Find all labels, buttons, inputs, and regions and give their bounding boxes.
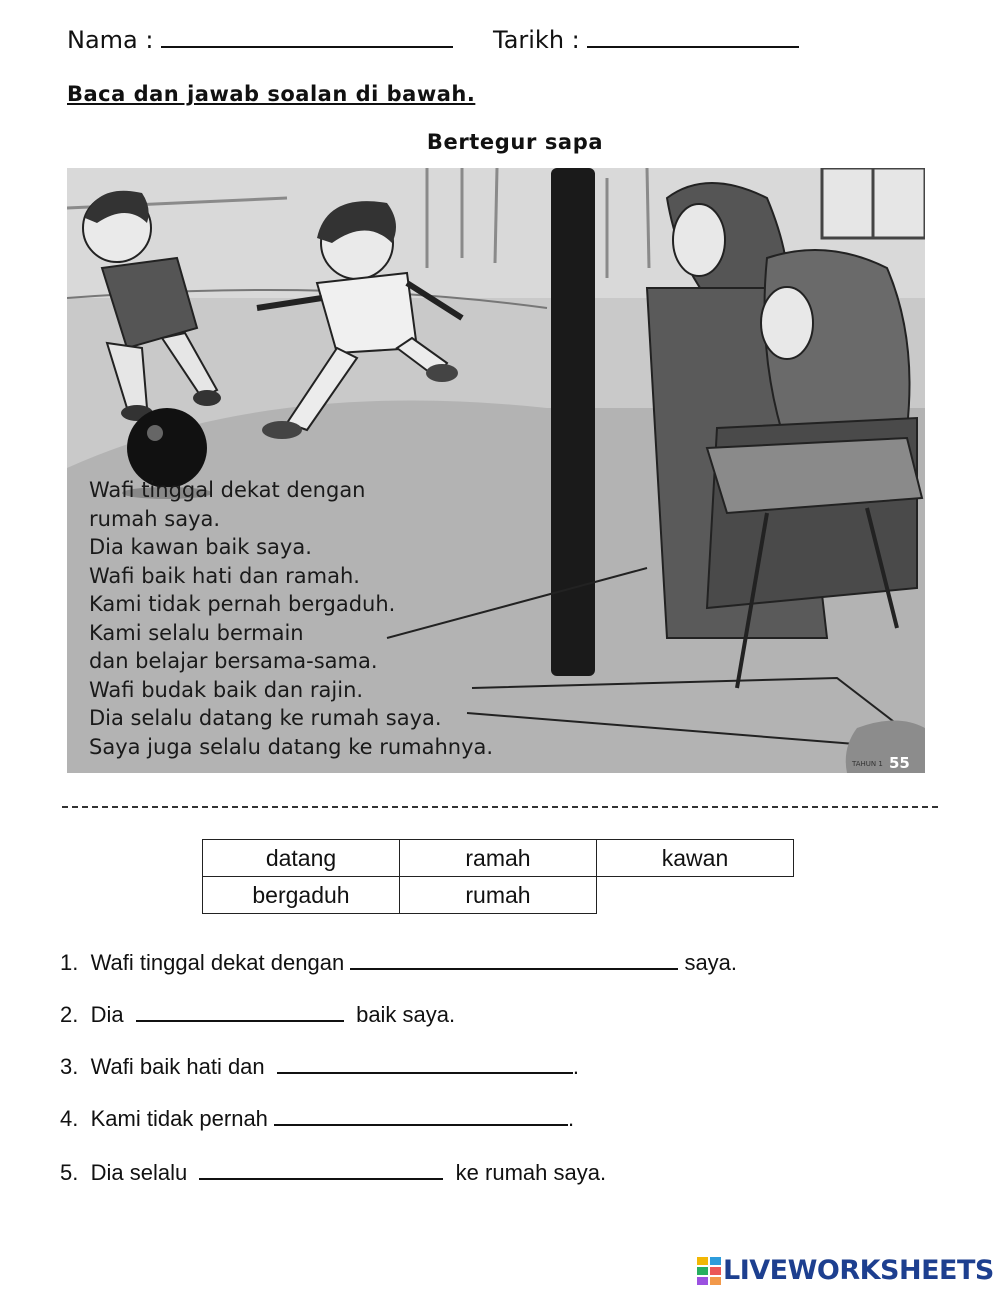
answer-blank[interactable] bbox=[277, 1072, 573, 1074]
question-4 bbox=[60, 1106, 574, 1132]
name-input-line[interactable] bbox=[161, 46, 453, 48]
word-bank-cell[interactable]: kawan bbox=[597, 840, 794, 877]
passage-line: Wafi baik hati dan ramah. bbox=[89, 563, 360, 588]
story-passage bbox=[89, 476, 493, 761]
section-divider bbox=[62, 806, 938, 808]
question-text-before: Wafi tinggal dekat dengan bbox=[90, 950, 345, 975]
word-bank-cell[interactable]: ramah bbox=[400, 840, 597, 877]
name-label: Nama : bbox=[67, 26, 154, 54]
question-text-after: . bbox=[568, 1106, 575, 1131]
question-text-after: baik saya. bbox=[356, 1002, 456, 1027]
question-text-after: . bbox=[572, 1054, 580, 1079]
page-number: 55 bbox=[889, 754, 910, 772]
passage-line: rumah saya. bbox=[89, 506, 221, 531]
question-number: 4. bbox=[60, 1106, 79, 1131]
passage-line: dan belajar bersama-sama. bbox=[89, 649, 378, 673]
question-number: 3. bbox=[60, 1054, 79, 1079]
question-3 bbox=[60, 1054, 579, 1080]
passage-line: Kami tidak pernah bergaduh. bbox=[89, 592, 396, 616]
passage-line: Wafi budak baik dan rajin. bbox=[89, 677, 364, 702]
name-field-row bbox=[67, 26, 453, 54]
passage-line: Saya juga selalu datang ke rumahnya. bbox=[89, 734, 494, 759]
question-text-before: Kami tidak pernah bbox=[90, 1106, 268, 1131]
word-bank-cell[interactable]: datang bbox=[203, 840, 400, 877]
question-text-before: Dia selalu bbox=[90, 1160, 188, 1185]
passage-line: Dia kawan baik saya. bbox=[89, 535, 312, 559]
answer-blank[interactable] bbox=[136, 1020, 344, 1022]
passage-line: Kami selalu bermain bbox=[89, 620, 304, 645]
brand-text: LIVEWORKSHEETS bbox=[723, 1255, 994, 1286]
answer-blank[interactable] bbox=[350, 968, 678, 970]
question-text-before: Dia bbox=[90, 1002, 124, 1027]
date-input-line[interactable] bbox=[587, 46, 799, 48]
corner-label: TAHUN 1 bbox=[852, 760, 883, 768]
answer-blank[interactable] bbox=[199, 1178, 443, 1180]
question-text-after: ke rumah saya. bbox=[455, 1160, 607, 1185]
passage-line: Wafi tinggal dekat dengan bbox=[89, 478, 366, 502]
story-title: Bertegur sapa bbox=[426, 130, 604, 154]
answer-blank[interactable] bbox=[274, 1124, 568, 1126]
liveworksheets-logo bbox=[697, 1255, 994, 1286]
question-number: 5. bbox=[60, 1160, 79, 1185]
question-number: 1. bbox=[60, 950, 79, 975]
word-bank-cell[interactable]: rumah bbox=[400, 877, 597, 914]
question-text-before: Wafi baik hati dan bbox=[90, 1054, 265, 1079]
date-label: Tarikh : bbox=[493, 26, 580, 54]
logo-blocks-icon bbox=[697, 1257, 721, 1285]
question-1 bbox=[60, 950, 737, 976]
question-2 bbox=[60, 1002, 455, 1028]
question-text-after: saya. bbox=[684, 950, 738, 975]
word-bank-empty-cell bbox=[597, 877, 794, 914]
question-number: 2. bbox=[60, 1002, 79, 1027]
date-field-row bbox=[493, 26, 799, 54]
word-bank-cell[interactable]: bergaduh bbox=[203, 877, 400, 914]
question-5 bbox=[60, 1160, 606, 1186]
story-illustration bbox=[67, 168, 925, 773]
word-bank-table bbox=[202, 839, 794, 914]
passage-line: Dia selalu datang ke rumah saya. bbox=[89, 706, 442, 730]
instruction-text: Baca dan jawab soalan di bawah. bbox=[67, 82, 476, 106]
